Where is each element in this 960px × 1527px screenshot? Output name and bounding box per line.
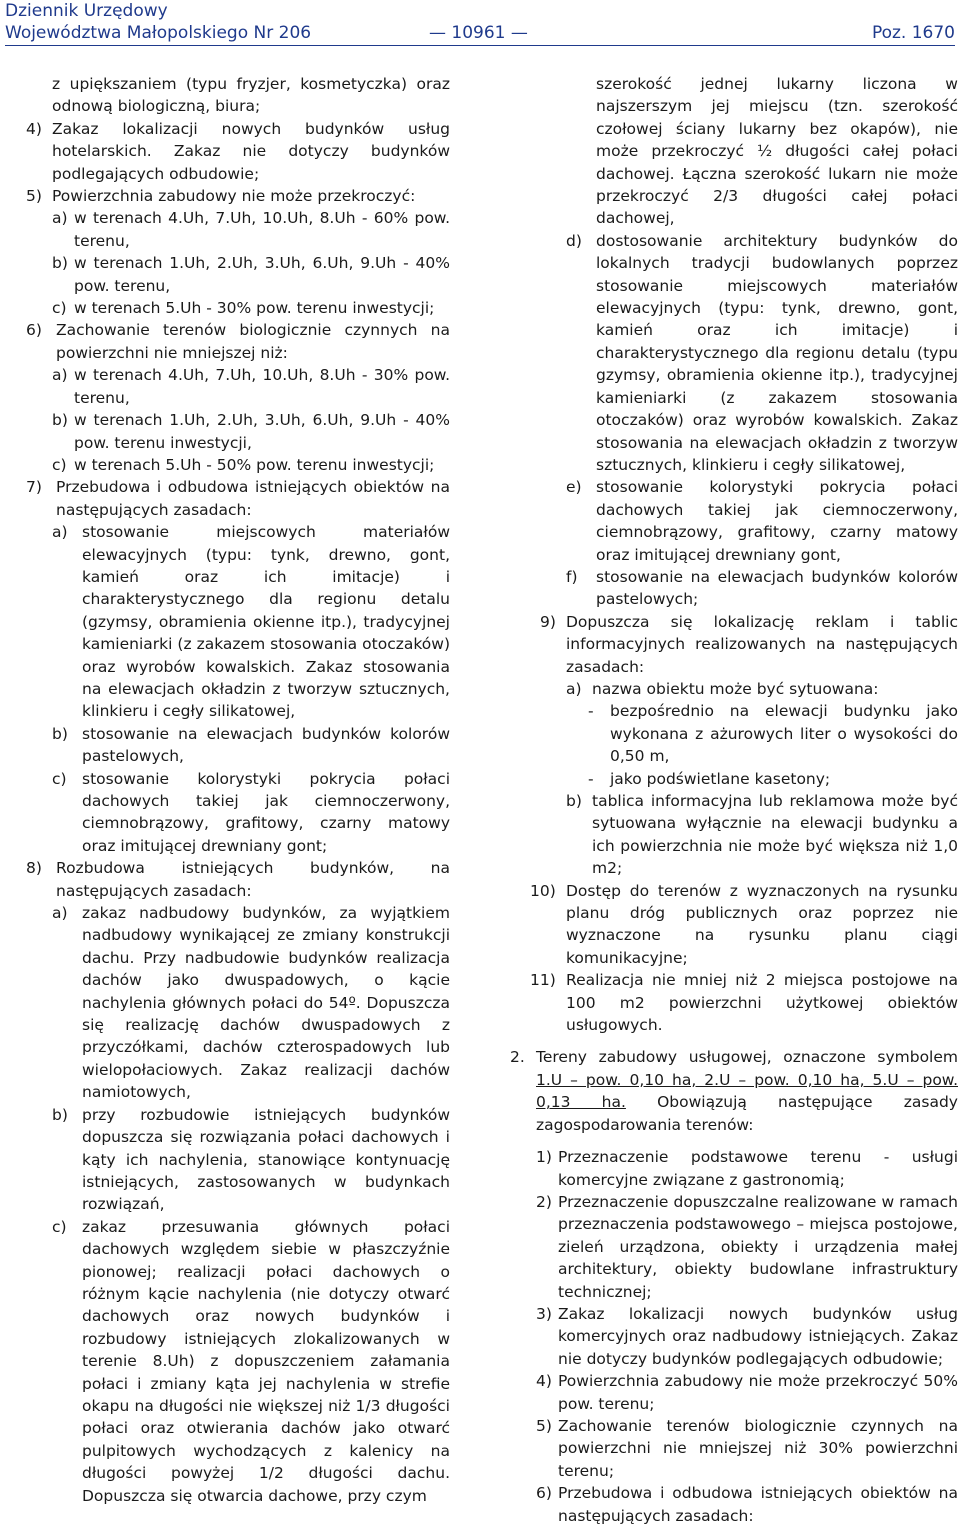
item-label: 10) [530, 881, 556, 900]
item-text: w terenach 5.Uh - 30% pow. terenu inwestycji; [74, 299, 435, 318]
list-item [510, 1415, 958, 1482]
dash-item [510, 700, 958, 767]
item-text: Rozbudowa istniejących budynków, na następujących zasadach: [56, 859, 450, 900]
sub-item [510, 230, 958, 476]
list-item [510, 611, 958, 678]
item-text: Tereny zabudowy usługowej, oznaczone symbolem [536, 1048, 958, 1067]
item-text: w terenach 1.Uh, 2.Uh, 3.Uh, 6.Uh, 9.Uh - 40% pow. terenu, [74, 254, 450, 295]
sub-item [510, 566, 958, 611]
sub-item [26, 454, 450, 476]
item-label: 5) [26, 187, 42, 206]
item-label: 4) [26, 119, 42, 138]
item-label: - [588, 769, 594, 788]
item-label: 6) [536, 1484, 552, 1503]
sub-item [510, 790, 958, 880]
item-label: c) [52, 769, 67, 788]
paragraph [510, 73, 958, 230]
item-text: Powierzchnia zabudowy nie może przekroczyć 50% pow. terenu; [558, 1372, 958, 1413]
item-label: 6) [26, 321, 42, 340]
sub-item [26, 1104, 450, 1216]
item-text: w terenach 5.Uh - 50% pow. terenu inwestycji; [74, 455, 435, 474]
paragraph-text: z upiększaniem (typu fryzjer, kosmetyczka) oraz odnową biologiczną, biura; [52, 75, 450, 116]
sub-item [26, 723, 450, 768]
paragraph [26, 73, 450, 118]
item-text: zakaz przesuwania głównych połaci dachowych względem siebie w płaszczyźnie pionowej; realizacji połaci dachowych o różnym kącie nachylenia (nie dotyczy otwarć dachowych oraz nowych budynków i rozbudowy istniejących zlokalizowanych w terenie 8.Uh) z dopuszczeniem załamania połaci i zmiany kąta jej nachylenia w strefie okapu na długości nie większej niż 1/3 długości połaci oraz otwierania dachów jako otwarć pulpitowych wychodzących z kalenicy na długości powyżej 1/2 długości dachu. Dopuszcza się otwarcia dachowe, przy czym [82, 1217, 450, 1505]
item-text: przy rozbudowie istniejących budynków dopuszcza się rozwiązania połaci dachowych i kąty ich nachylenia, stanowiące kontynuację istniejących, zastosowanych w budynkach rozwiązań, [82, 1105, 450, 1214]
list-item [26, 118, 450, 185]
item-text: Zachowanie terenów biologicznie czynnych na powierzchni nie mniejszej niż: [56, 321, 450, 362]
item-label: a) [566, 679, 582, 698]
sub-item [510, 476, 958, 566]
sub-item [26, 521, 450, 723]
item-label: 7) [26, 478, 42, 497]
item-label: e) [566, 478, 582, 497]
item-text: Dostęp do terenów z wyznaczonych na rysunku planu dróg publicznych oraz poprzez nie wyznaczone na rysunku planu ciągi komunikacyjne; [566, 881, 958, 967]
list-item [510, 1482, 958, 1527]
item-label: b) [566, 792, 582, 810]
item-label: 3) [536, 1304, 552, 1323]
item-text: tablica informacyjna lub reklamowa może być sytuowana wyłącznie na elewacji budynku a ich powierzchnia nie może być większa niż 1,0 m2; [592, 792, 958, 878]
list-item [510, 880, 958, 970]
item-label: c) [52, 455, 67, 474]
item-text: Powierzchnia zabudowy nie może przekroczyć: [52, 187, 416, 206]
item-label: b) [52, 1105, 68, 1124]
sub-item [26, 768, 450, 858]
paragraph-text: szerokość jednej lukarny liczona w najszerszym jej miejscu (tzn. szerokość czołowej ściany lukarny bez okapów), nie może przekroczyć ½ długości całej połaci dachowej. Łączna szerokość lukarn nie może przekroczyć 2/3 długości całej połaci dachowej, [596, 75, 958, 228]
journal-header [5, 0, 955, 44]
item-text: stosowanie miejscowych materiałów elewacyjnych (typu: tynk, drewno, gont, kamień oraz ich imitacje) i charakterystycznego dla regionu detalu (gzymsy, obramienia okienne itp.), tradycyjnej kamieniarki (z zakazem stosowania otoczaków) oraz wyrobów kowalskich. Zakaz stosowania na elewacjach okładzin z tworzyw sztucznych, klinkieru i cegły silikatowej, [82, 523, 450, 721]
header-divider [5, 45, 955, 46]
item-label: a) [52, 366, 68, 385]
sub-item [26, 297, 450, 319]
item-text: stosowanie kolorystyki pokrycia połaci dachowych takiej jak ciemnoczerwony, ciemnobrązowy, grafitowy, czarny matowy oraz imitującej drewniany gont; [82, 769, 450, 855]
right-column [510, 73, 958, 1527]
item-text: dostosowanie architektury budynków do lokalnych tradycji budowlanych poprzez stosowanie miejscowych materiałów elewacyjnych (typu: tynk, drewno, gont, kamień oraz ich imitacje) i charakterystycznego dla regionu detalu (typu gzymsy, obramienia okienne itp.), tradycyjnej kamieniarki (z zakazem stosowania otoczaków) oraz wyrobów kowalskich. Zakaz stosowania na elewacjach okładzin z tworzyw sztucznych, klinkieru i cegły silikatowej, [596, 231, 958, 474]
item-label: b) [52, 411, 68, 430]
item-text: stosowanie na elewacjach budynków kolorów pastelowych; [596, 567, 958, 609]
item-text-after: Obowiązują następujące zasady zagospodarowania terenów: [536, 1093, 958, 1134]
item-label: a) [52, 523, 68, 542]
list-item [26, 185, 450, 207]
page-number: — 10961 — [429, 23, 528, 43]
position-number: Poz. 1670 [871, 23, 955, 43]
item-text: Zakaz lokalizacji nowych budynków usług hotelarskich. Zakaz nie dotyczy budynków podlegających odbudowie; [52, 119, 450, 183]
item-label: b) [52, 724, 68, 743]
item-label: b) [52, 254, 68, 273]
sub-item [510, 678, 958, 700]
item-text: stosowanie na elewacjach budynków kolorów pastelowych, [82, 724, 450, 766]
journal-issue: Województwa Małopolskiego Nr 206 [5, 23, 312, 43]
sub-item [26, 252, 450, 297]
item-label: - [588, 702, 594, 721]
left-column [26, 73, 450, 1507]
area-symbols: 1.U – pow. 0,10 ha, 2.U – pow. 0,10 ha, 5.U – pow. 0,13 ha. [536, 1070, 958, 1112]
list-item [510, 1146, 958, 1191]
item-text: Dopuszcza się lokalizację reklam i tablic informacyjnych realizowanych na następujących zasadach: [566, 612, 958, 676]
item-text: w terenach 1.Uh, 2.Uh, 3.Uh, 6.Uh, 9.Uh - 40% pow. terenu inwestycji, [74, 411, 450, 452]
item-text: Zachowanie terenów biologicznie czynnych na powierzchni nie mniejszej niż 30% powierzchni terenu; [558, 1416, 958, 1480]
item-label: 4) [536, 1372, 552, 1391]
item-label: 8) [26, 859, 42, 878]
sub-item [26, 902, 450, 1104]
item-label: 9) [540, 612, 556, 631]
list-item [510, 1191, 958, 1303]
item-label: c) [52, 299, 67, 318]
item-text: zakaz nadbudowy budynków, za wyjątkiem nadbudowy wynikającej ze zmiany konstrukcji dachu. Przy nadbudowie budynków realizacja dachów jako dwuspadowych, o kącie nachylenia głównych połaci do 54º. Dopuszcza się realizację dachów dwuspadowych z przyczółkami, dachów czterospadowych lub wielopołaciowych. Zakaz realizacji dachów namiotowych, [82, 904, 450, 1102]
item-text: nazwa obiektu może być sytuowana: [592, 679, 879, 698]
item-label: a) [52, 904, 68, 923]
dash-item [510, 768, 958, 790]
list-item [510, 969, 958, 1036]
item-text: Przebudowa i odbudowa istniejących obiektów na następujących zasadach: [558, 1484, 958, 1525]
sub-item [26, 207, 450, 252]
item-text: stosowanie kolorystyki pokrycia połaci dachowych takiej jak ciemnoczerwony, ciemnobrązowy, grafitowy, czarny matowy oraz imitującej drewniany gont, [596, 478, 958, 564]
section-heading [510, 1046, 958, 1136]
item-label: 2) [536, 1192, 552, 1211]
item-text: Przeznaczenie podstawowe terenu - usługi komercyjne związane z gastronomią; [558, 1148, 958, 1189]
item-text: Zakaz lokalizacji nowych budynków usług komercyjnych oraz nadbudowy istniejących. Zakaz nie dotyczy budynków podlegających odbudowie; [558, 1304, 958, 1368]
list-item [26, 476, 450, 521]
item-label: c) [52, 1217, 67, 1236]
item-text: Przeznaczenie dopuszczalne realizowane w ramach przeznaczenia podstawowego – miejsca postojowe, zieleń urządzona, obiekty i urządzenia małej architektury, obiekty budowlane infrastruktury technicznej; [558, 1192, 958, 1301]
item-label: 11) [530, 971, 556, 990]
item-text: w terenach 4.Uh, 7.Uh, 10.Uh, 8.Uh - 30% pow. terenu, [74, 366, 450, 407]
sub-item [26, 409, 450, 454]
item-text: Przebudowa i odbudowa istniejących obiektów na następujących zasadach: [56, 478, 450, 519]
sub-item [26, 1216, 450, 1507]
item-label: 2. [510, 1048, 525, 1067]
list-item [510, 1370, 958, 1415]
item-text: w terenach 4.Uh, 7.Uh, 10.Uh, 8.Uh - 60% pow. terenu, [74, 209, 450, 250]
journal-title: Dziennik Urzędowy [5, 1, 168, 21]
item-label: f) [566, 567, 578, 586]
list-item [26, 319, 450, 364]
sub-item [26, 364, 450, 409]
item-text: bezpośrednio na elewacji budynku jako wykonana z ażurowych liter o wysokości do 0,50 m, [610, 702, 958, 766]
list-item [26, 857, 450, 902]
list-item [510, 1303, 958, 1370]
item-label: 5) [536, 1416, 552, 1435]
item-label: d) [566, 231, 582, 250]
item-text: Realizacja nie mniej niż 2 miejsca postojowe na 100 m2 powierzchni użytkowej obiektów usługowych. [566, 971, 958, 1035]
item-label: a) [52, 209, 68, 228]
spacer [510, 1136, 958, 1146]
item-label: 1) [536, 1148, 552, 1167]
spacer [510, 1036, 958, 1046]
item-text: jako podświetlane kasetony; [610, 769, 831, 788]
